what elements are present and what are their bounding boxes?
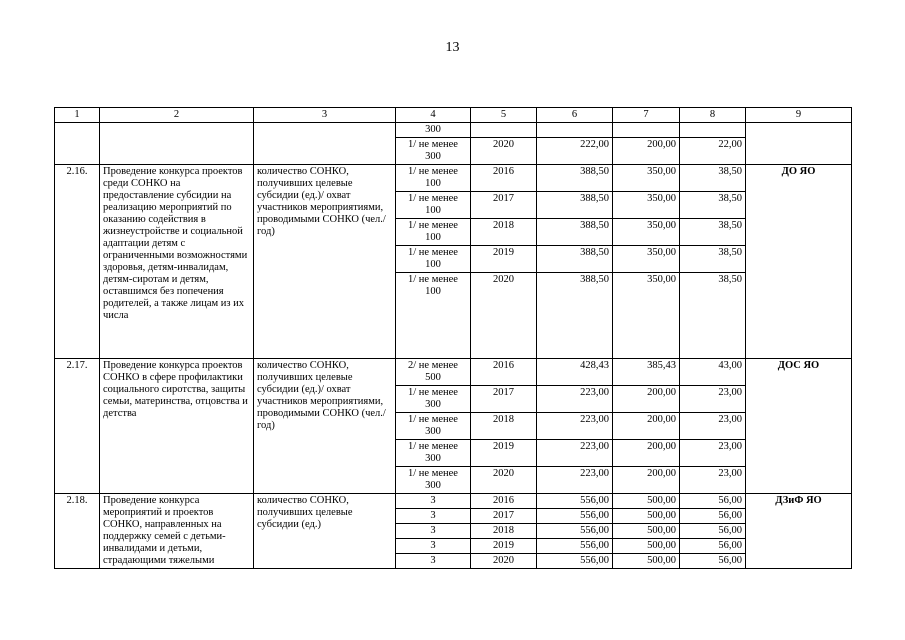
header-cell: 7	[613, 108, 680, 123]
year-cell: 2016	[471, 359, 537, 386]
other-sources-cell: 43,00	[680, 359, 746, 386]
amount-cell: 2/ не менее 500	[396, 359, 471, 386]
amount-cell: 1/ не менее 100	[396, 219, 471, 246]
other-sources-cell: 38,50	[680, 273, 746, 359]
other-sources-cell: 38,50	[680, 165, 746, 192]
total-cell: 388,50	[537, 192, 613, 219]
year-cell: 2017	[471, 386, 537, 413]
table-row	[55, 165, 852, 192]
item-number-cell: 2.18.	[55, 494, 100, 569]
total-cell: 223,00	[537, 440, 613, 467]
year-cell	[471, 123, 537, 138]
amount-cell: 3	[396, 494, 471, 509]
header-cell: 3	[254, 108, 396, 123]
year-cell: 2017	[471, 509, 537, 524]
other-sources-cell: 56,00	[680, 494, 746, 509]
other-sources-cell: 22,00	[680, 138, 746, 165]
other-sources-cell: 23,00	[680, 386, 746, 413]
amount-cell: 3	[396, 539, 471, 554]
regional-budget-cell: 500,00	[613, 524, 680, 539]
other-sources-cell: 23,00	[680, 440, 746, 467]
executor-cell: ДЗиФ ЯО	[746, 494, 852, 569]
indicator-cell: количество СОНКО, получивших целевые субсидии (ед.)/ охват участников мероприятиями, проводимыми СОНКО (чел./ год)	[254, 165, 396, 359]
regional-budget-cell: 500,00	[613, 539, 680, 554]
total-cell: 556,00	[537, 494, 613, 509]
regional-budget-cell: 200,00	[613, 440, 680, 467]
total-cell: 222,00	[537, 138, 613, 165]
amount-cell: 1/ не менее 100	[396, 246, 471, 273]
regional-budget-cell: 350,00	[613, 192, 680, 219]
amount-cell: 3	[396, 524, 471, 539]
indicator-cell: количество СОНКО, получивших целевые субсидии (ед.)	[254, 494, 396, 569]
table-row	[55, 359, 852, 386]
executor-cell: ДОС ЯО	[746, 359, 852, 494]
item-number-cell: 2.17.	[55, 359, 100, 494]
header-cell: 9	[746, 108, 852, 123]
total-cell: 556,00	[537, 509, 613, 524]
amount-cell: 3	[396, 554, 471, 569]
total-cell: 556,00	[537, 524, 613, 539]
other-sources-cell: 38,50	[680, 219, 746, 246]
item-number-cell	[55, 123, 100, 165]
year-cell: 2019	[471, 539, 537, 554]
year-cell: 2018	[471, 524, 537, 539]
amount-cell: 1/ не менее 300	[396, 467, 471, 494]
regional-budget-cell: 500,00	[613, 509, 680, 524]
other-sources-cell	[680, 123, 746, 138]
amount-cell: 1/ не менее 300	[396, 440, 471, 467]
amount-cell: 1/ не менее 300	[396, 386, 471, 413]
executor-cell: ДО ЯО	[746, 165, 852, 359]
total-cell: 428,43	[537, 359, 613, 386]
regional-budget-cell: 350,00	[613, 165, 680, 192]
total-cell: 556,00	[537, 539, 613, 554]
total-cell: 223,00	[537, 467, 613, 494]
year-cell: 2020	[471, 138, 537, 165]
year-cell: 2018	[471, 219, 537, 246]
year-cell: 2020	[471, 554, 537, 569]
header-cell: 6	[537, 108, 613, 123]
amount-cell: 1/ не менее 100	[396, 165, 471, 192]
regional-budget-cell: 350,00	[613, 273, 680, 359]
program-table	[54, 107, 852, 569]
regional-budget-cell: 500,00	[613, 554, 680, 569]
other-sources-cell: 23,00	[680, 413, 746, 440]
amount-cell: 300	[396, 123, 471, 138]
year-cell: 2017	[471, 192, 537, 219]
total-cell: 556,00	[537, 554, 613, 569]
other-sources-cell: 56,00	[680, 554, 746, 569]
regional-budget-cell: 200,00	[613, 138, 680, 165]
header-cell: 2	[100, 108, 254, 123]
other-sources-cell: 56,00	[680, 524, 746, 539]
header-row	[55, 108, 852, 123]
amount-cell: 1/ не менее 100	[396, 192, 471, 219]
year-cell: 2016	[471, 165, 537, 192]
item-name-cell	[100, 123, 254, 165]
other-sources-cell: 38,50	[680, 246, 746, 273]
indicator-cell: количество СОНКО, получивших целевые субсидии (ед.)/ охват участников мероприятиями, проводимыми СОНКО (чел./ год)	[254, 359, 396, 494]
total-cell	[537, 123, 613, 138]
indicator-cell	[254, 123, 396, 165]
other-sources-cell: 38,50	[680, 192, 746, 219]
item-number-cell: 2.16.	[55, 165, 100, 359]
total-cell: 388,50	[537, 165, 613, 192]
total-cell: 223,00	[537, 386, 613, 413]
table-row	[55, 494, 852, 509]
regional-budget-cell: 500,00	[613, 494, 680, 509]
other-sources-cell: 56,00	[680, 509, 746, 524]
amount-cell: 1/ не менее 300	[396, 413, 471, 440]
total-cell: 223,00	[537, 413, 613, 440]
year-cell: 2020	[471, 467, 537, 494]
executor-cell	[746, 123, 852, 165]
total-cell: 388,50	[537, 219, 613, 246]
header-cell: 4	[396, 108, 471, 123]
regional-budget-cell: 350,00	[613, 246, 680, 273]
item-name-cell: Проведение конкурса мероприятий и проектов СОНКО, направленных на поддержку семей с детьми-инвалидами и детьми, страдающими тяжелыми	[100, 494, 254, 569]
regional-budget-cell	[613, 123, 680, 138]
year-cell: 2016	[471, 494, 537, 509]
total-cell: 388,50	[537, 273, 613, 359]
header-cell: 8	[680, 108, 746, 123]
regional-budget-cell: 385,43	[613, 359, 680, 386]
header-cell: 1	[55, 108, 100, 123]
regional-budget-cell: 200,00	[613, 467, 680, 494]
table-row	[55, 123, 852, 138]
total-cell: 388,50	[537, 246, 613, 273]
other-sources-cell: 23,00	[680, 467, 746, 494]
page-number: 13	[445, 40, 460, 55]
amount-cell: 1/ не менее 100	[396, 273, 471, 359]
amount-cell: 1/ не менее 300	[396, 138, 471, 165]
regional-budget-cell: 200,00	[613, 413, 680, 440]
year-cell: 2018	[471, 413, 537, 440]
other-sources-cell: 56,00	[680, 539, 746, 554]
year-cell: 2019	[471, 440, 537, 467]
item-name-cell: Проведение конкурса проектов СОНКО в сфере профилактики социального сиротства, защиты семьи, материнства, отцовства и детства	[100, 359, 254, 494]
regional-budget-cell: 350,00	[613, 219, 680, 246]
item-name-cell: Проведение конкурса проектов среди СОНКО на предоставление субсидии на реализацию мероприятий по оказанию содействия в жизнеустройстве и социальной адаптации детям с ограниченными возможностями здоровья, детям-инвалидам, детям-сиротам и детям, оставшимся без попечения родителей, а также лицам из их числа	[100, 165, 254, 359]
year-cell: 2019	[471, 246, 537, 273]
regional-budget-cell: 200,00	[613, 386, 680, 413]
header-cell: 5	[471, 108, 537, 123]
amount-cell: 3	[396, 509, 471, 524]
year-cell: 2020	[471, 273, 537, 359]
